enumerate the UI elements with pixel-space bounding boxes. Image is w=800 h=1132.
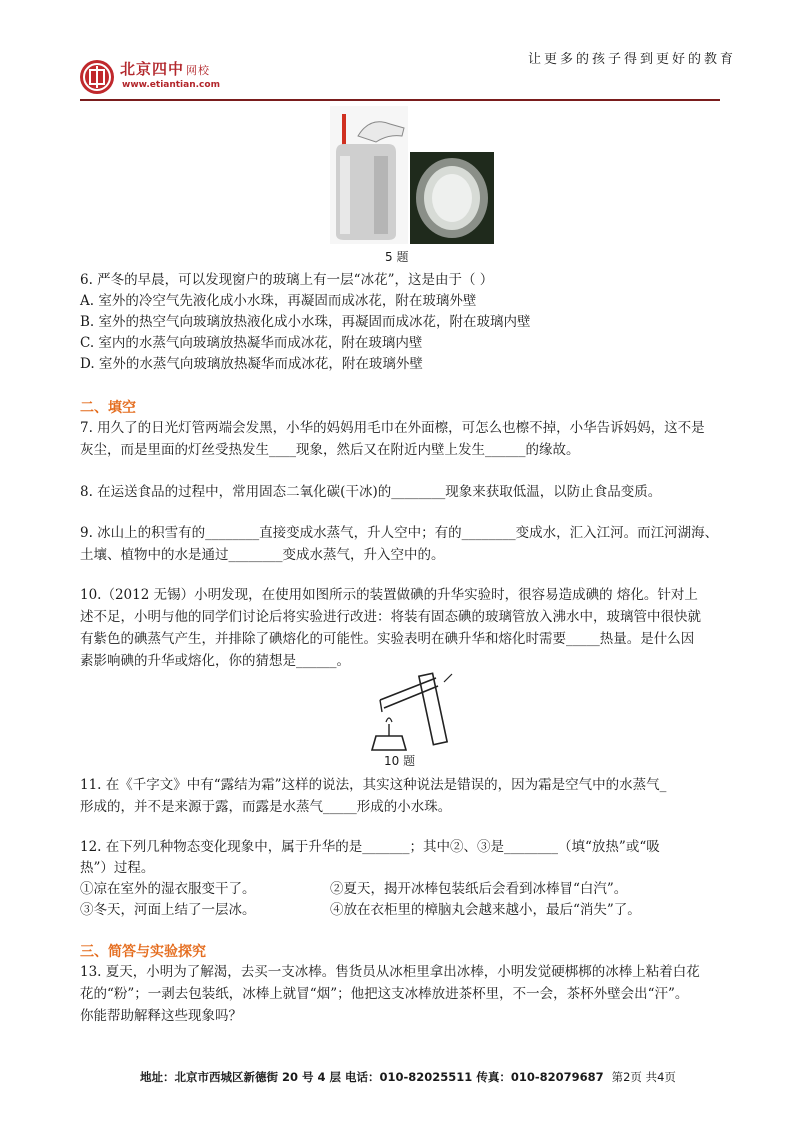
q7-line-1: 7. 用久了的日光灯管两端会发黑，小华的妈妈用毛巾在外面檫，可怎么也檫不掉，小华告诉妈妈，这不是: [80, 420, 705, 436]
q13-line-3: 你能帮助解释这些现象吗？: [80, 1008, 242, 1024]
q11-line-1: 11. 在《千字文》中有“露结为霜”这样的说法，其实这种说法是错误的，因为霜是空气中的水蒸气_: [80, 777, 667, 793]
q6-option-b: B. 室外的热空气向玻璃放热液化成小水珠，再凝固而成冰花，附在玻璃内壁: [80, 314, 531, 330]
logo-icon: [80, 60, 114, 94]
q9-line-1: 9. 冰山上的积雪有的________直接变成水蒸气，升人空中；有的________变成水，汇入江河。而江河湖海、: [80, 525, 719, 541]
q8-text: 8. 在运送食品的过程中，常用固态二氧化碳(干冰)的________现象来获取低温，以防止食品变质。: [80, 484, 662, 500]
q12-line-2: 热”）过程。: [80, 860, 155, 876]
figure-5-caption: 5 题: [385, 250, 409, 264]
logo-url: www.etiantian.com: [122, 80, 220, 90]
figure-5-frost-image: [410, 152, 494, 244]
section-2-title: 二、填空: [80, 400, 136, 416]
q6-option-d: D. 室外的水蒸气向玻璃放热凝华而成冰花，附在玻璃外壁: [80, 356, 423, 372]
q10-line-1: 10.（2012 无锡）小明发现，在使用如图所示的装置做碘的升华实验时，很容易造成碘的 熔化。针对上: [80, 587, 698, 603]
q10-line-3: 有紫色的碘蒸气产生，并排除了碘熔化的可能性。实验表明在碘升华和熔化时需要_____热量。是什么因: [80, 631, 695, 647]
header-slogan: 让更多的孩子得到更好的教育: [528, 52, 737, 67]
q12-option-2: ②夏天，揭开冰棒包装纸后会看到冰棒冒“白汽”。: [330, 881, 628, 897]
q6-option-c: C. 室内的水蒸气向玻璃放热凝华而成冰花，附在玻璃内壁: [80, 335, 423, 351]
header-divider: [80, 99, 720, 101]
figure-10-apparatus-image: [366, 672, 462, 754]
q6-stem: 6. 严冬的早晨，可以发现窗户的玻璃上有一层“冰花”，这是由于（ ）: [80, 272, 494, 288]
logo-text: 北京四中 网校: [120, 60, 211, 78]
footer-address: 地址：北京市西城区新德街 20 号 4 层 电话：010-82025511 传真：010-82079687: [140, 1070, 604, 1084]
footer-page-number: 第2页 共4页: [611, 1070, 676, 1084]
q12-line-1: 12. 在下列几种物态变化现象中，属于升华的是_______；其中②、③是________（填“放热”或“吸: [80, 839, 660, 855]
q12-option-4: ④放在衣柜里的樟脑丸会越来越小，最后“消失”了。: [330, 902, 641, 918]
q12-option-1: ①凉在室外的湿衣服变干了。: [80, 881, 256, 897]
q7-line-2: 灰尘，而是里面的灯丝受热发生____现象，然后又在附近内壁上发生______的缘故。: [80, 442, 580, 458]
q12-option-3: ③冬天，河面上结了一层冰。: [80, 902, 256, 918]
q6-option-a: A. 室外的冷空气先液化成小水珠，再凝固而成冰花，附在玻璃外壁: [80, 293, 477, 309]
section-3-title: 三、简答与实验探究: [80, 944, 206, 960]
q13-line-2: 花的“粉”；一剥去包装纸，冰棒上就冒“烟”；他把这支冰棒放进茶杯里，不一会，茶杯外壁会出“汗”。: [80, 986, 689, 1002]
figure-10-caption: 10 题: [384, 754, 416, 768]
page-footer: [140, 1069, 676, 1085]
q13-line-1: 13. 夏天，小明为了解渴，去买一支冰棒。售货员从冰柜里拿出冰棒，小明发觉硬梆梆的冰棒上粘着白花: [80, 964, 700, 980]
q10-line-4: 素影响碘的升华或熔化，你的猜想是______。: [80, 653, 350, 669]
figure-5-can-image: [330, 106, 408, 244]
q9-line-2: 土壤、植物中的水是通过________变成水蒸气，升入空中的。: [80, 547, 445, 563]
q10-line-2: 述不足，小明与他的同学们讨论后将实验进行改进：将装有固态碘的玻璃管放入沸水中，玻璃管中很快就: [80, 609, 701, 625]
q11-line-2: 形成的，并不是来源于露，而露是水蒸气_____形成的小水珠。: [80, 799, 452, 815]
